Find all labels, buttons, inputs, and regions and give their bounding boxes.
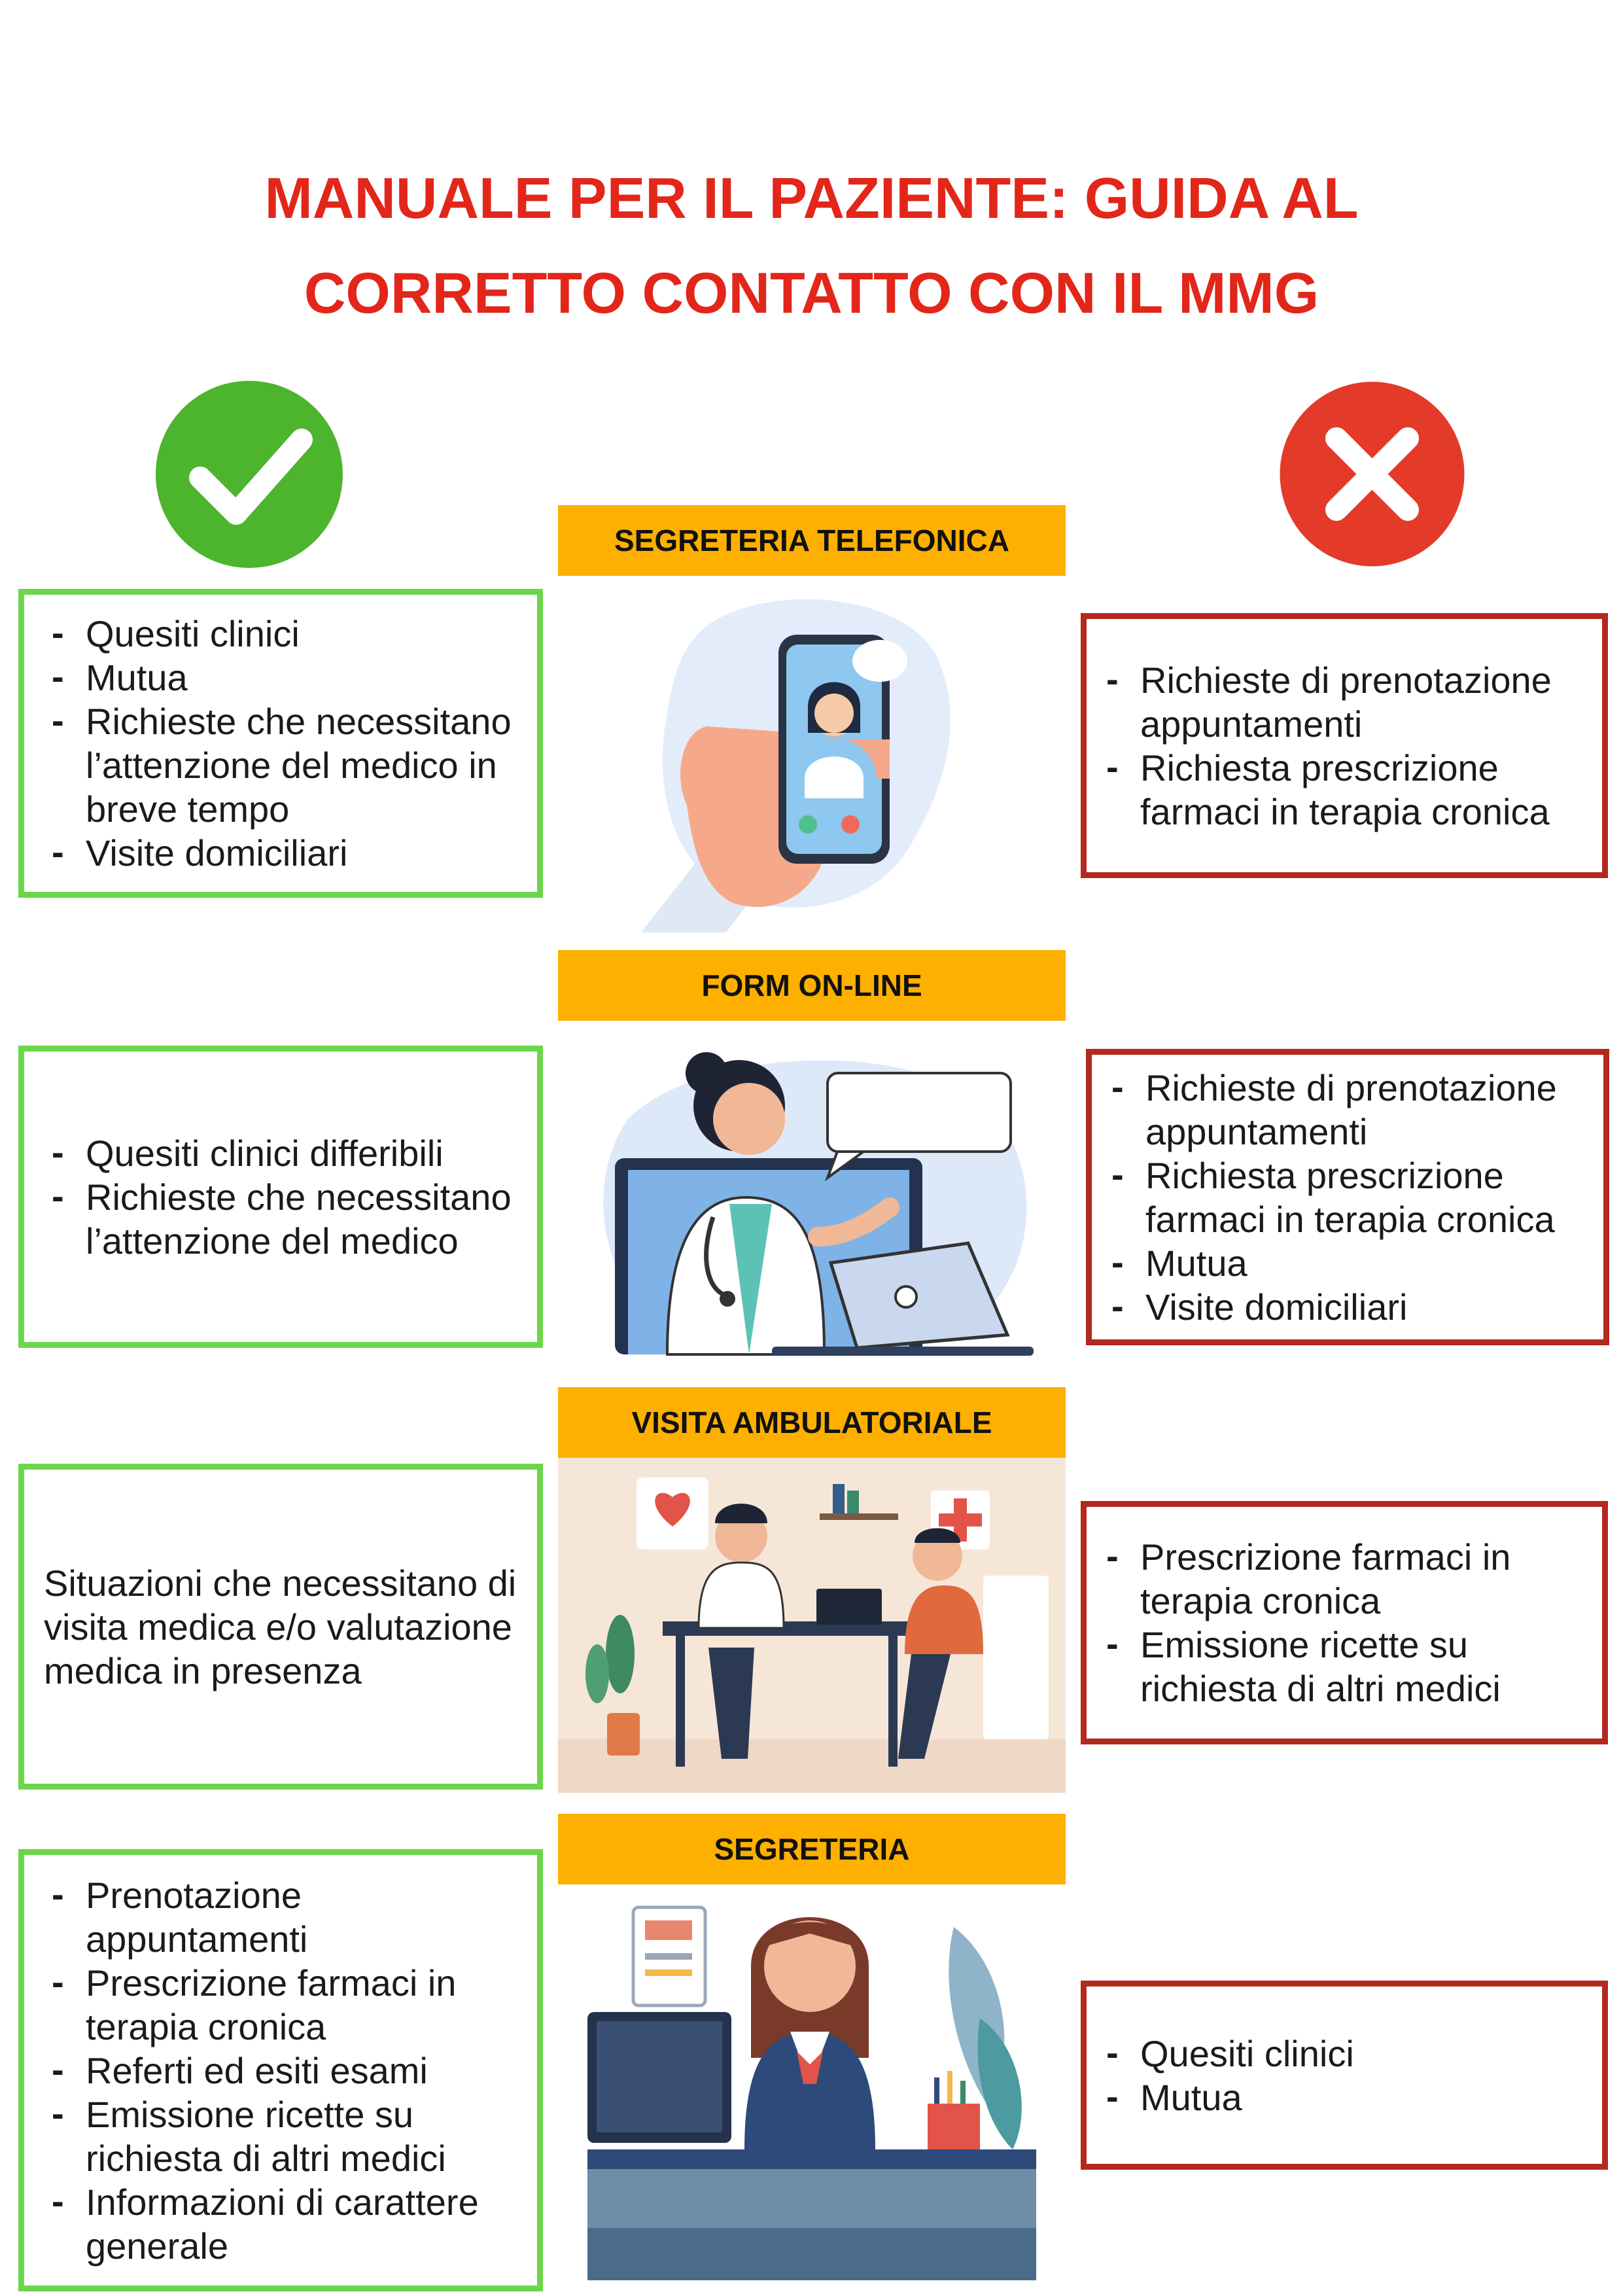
list-item: - Emissione ricette su richiesta di altri medici — [1106, 1623, 1582, 1710]
list-item: - Prescrizione farmaci in terapia cronica — [1106, 1535, 1582, 1623]
check-icon — [154, 380, 344, 569]
list-item: - Richieste che necessitano l’attenzione del medico — [52, 1175, 517, 1263]
not-allowed-box-segreteria-telefonica — [1081, 613, 1608, 878]
cross-icon — [1279, 381, 1465, 567]
allowed-box-visita-ambulatoriale — [18, 1464, 543, 1790]
allowed-list — [52, 1873, 517, 2268]
list-item: - Quesiti clinici — [52, 612, 517, 656]
not-allowed-box-segreteria — [1081, 1981, 1608, 2170]
clinic-visit-illustration — [558, 1458, 1066, 1793]
section-header-visita-ambulatoriale: VISITA AMBULATORIALE — [558, 1387, 1066, 1458]
allowed-box-form-on-line — [18, 1046, 543, 1348]
list-item: - Richieste di prenotazione appuntamenti — [1111, 1066, 1584, 1154]
allowed-list — [52, 612, 517, 875]
list-item: - Richieste di prenotazione appuntamenti — [1106, 658, 1582, 746]
online-doctor-illustration — [576, 1040, 1053, 1368]
not-allowed-list — [1106, 658, 1582, 834]
section-header-form-on-line: FORM ON-LINE — [558, 950, 1066, 1021]
not-allowed-box-form-on-line — [1086, 1049, 1609, 1345]
page-title-line-1: MANUALE PER IL PAZIENTE: GUIDA AL — [264, 166, 1359, 230]
list-item: - Mutua — [52, 656, 517, 699]
allowed-box-segreteria-telefonica — [18, 589, 543, 898]
section-header-segreteria: SEGRETERIA — [558, 1814, 1066, 1884]
not-allowed-list — [1106, 1535, 1582, 1710]
list-item: - Richieste che necessitano l’attenzione del medico in breve tempo — [52, 699, 517, 831]
list-item: - Referti ed esiti esami — [52, 2049, 517, 2093]
not-allowed-list — [1106, 2032, 1582, 2119]
not-allowed-list — [1111, 1066, 1584, 1329]
list-item: - Quesiti clinici — [1106, 2032, 1582, 2075]
allowed-box-segreteria — [18, 1849, 543, 2291]
list-item: - Mutua — [1106, 2075, 1582, 2119]
allowed-list — [52, 1131, 517, 1263]
page-title — [0, 150, 1623, 340]
list-item: - Quesiti clinici differibili — [52, 1131, 517, 1175]
list-item: - Richiesta prescrizione farmaci in terapia cronica — [1106, 746, 1582, 834]
list-item: - Prescrizione farmaci in terapia cronica — [52, 1961, 517, 2049]
reception-illustration — [587, 1888, 1036, 2280]
phone-call-illustration — [628, 582, 981, 932]
list-item: - Visite domiciliari — [1111, 1285, 1584, 1329]
list-item: - Richiesta prescrizione farmaci in terapia cronica — [1111, 1154, 1584, 1241]
section-header-segreteria-telefonica: SEGRETERIA TELEFONICA — [558, 505, 1066, 576]
list-item: - Emissione ricette su richiesta di altri medici — [52, 2093, 517, 2180]
not-allowed-box-visita-ambulatoriale — [1081, 1501, 1608, 1744]
list-item: - Visite domiciliari — [52, 831, 517, 875]
list-item: - Mutua — [1111, 1241, 1584, 1285]
page-title-line-2: CORRETTO CONTATTO CON IL MMG — [304, 260, 1319, 325]
allowed-text: Situazioni che necessitano di visita medica e/o valutazione medica in presenza — [44, 1562, 517, 1691]
list-item: - Prenotazione appuntamenti — [52, 1873, 517, 1961]
list-item: - Informazioni di carattere generale — [52, 2180, 517, 2268]
